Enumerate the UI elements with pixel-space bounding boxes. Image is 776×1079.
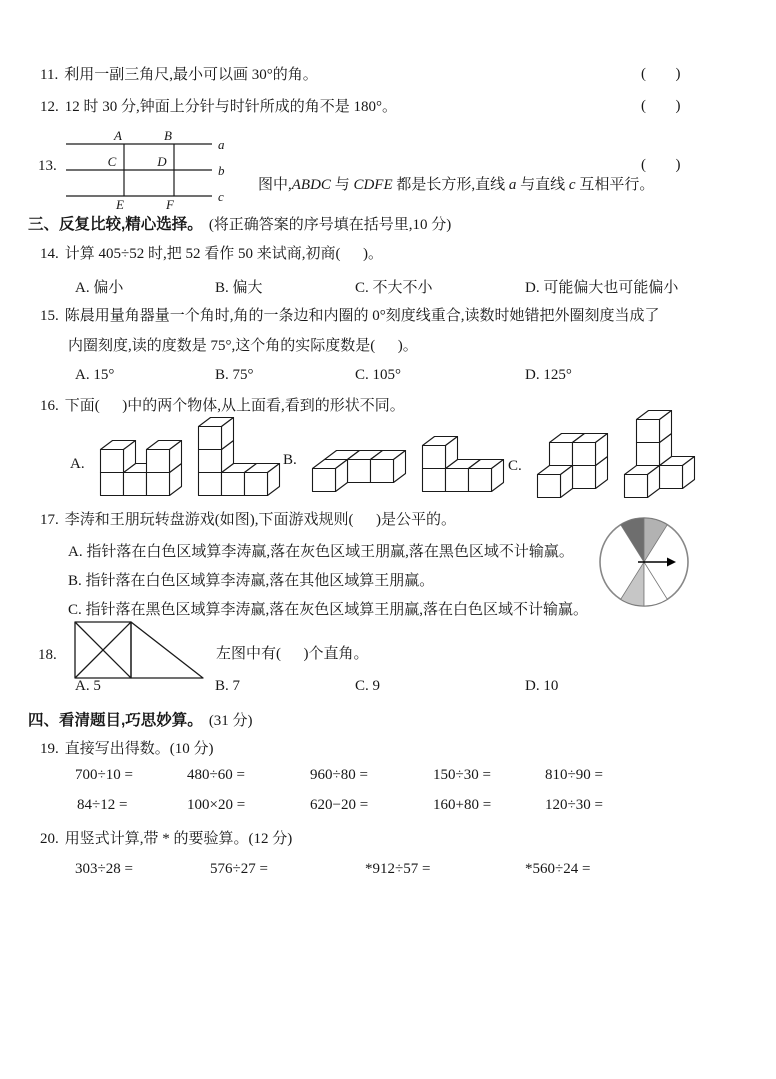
figure-label-D: D	[157, 154, 167, 169]
question-13-answer-blank: ( )	[641, 157, 682, 173]
q14-option-d: D. 可能偏大也可能偏小	[525, 280, 679, 296]
q15-option-a: A. 15°	[75, 367, 115, 383]
q19-item-8: 620−20 =	[310, 797, 369, 813]
q15-option-b: B. 75°	[215, 367, 254, 383]
q16-group-a-cube-figures	[99, 416, 281, 497]
q17-option-b: B. 指针落在白色区域算李涛赢,落在其他区域算王朋赢。	[68, 573, 435, 589]
question-14-number: 14.	[40, 246, 59, 262]
question-19-number: 19.	[40, 741, 59, 757]
question-15	[40, 307, 660, 326]
question-15-text-line2: 内圈刻度,读的度数是 75°,这个角的实际度数是( )。	[68, 338, 418, 354]
q18-option-d: D. 10	[525, 678, 559, 694]
figure-label-line-a: a	[218, 137, 225, 152]
question-18-right-angles-figure	[73, 620, 209, 684]
question-14-text: 计算 405÷52 时,把 52 看作 50 来试商,初商( )。	[64, 246, 383, 262]
q16-group-a-label: A.	[70, 456, 85, 472]
figure-label-A: A	[114, 128, 122, 143]
question-12-text: 12 时 30 分,钟面上分针与时针所成的角不是 180°。	[64, 99, 398, 115]
q20-item-3: *912÷57 =	[365, 861, 431, 877]
question-11-number: 11.	[40, 67, 59, 83]
q13-var-ABDC: ABDC	[291, 176, 331, 193]
q19-item-2: 480÷60 =	[187, 767, 245, 783]
q13-text-pre: 图中,	[258, 176, 292, 193]
figure-label-B: B	[164, 128, 172, 143]
question-16-number: 16.	[40, 398, 59, 414]
question-13-text	[243, 157, 654, 213]
q19-item-9: 160+80 =	[433, 797, 492, 813]
question-11-answer-blank: ( )	[641, 66, 682, 82]
section-3-header	[28, 212, 451, 234]
question-13-number: 13.	[38, 158, 57, 174]
q13-text-mid1: 与	[330, 176, 354, 193]
q19-item-6: 84÷12 =	[77, 797, 128, 813]
q16-figure-group-c	[508, 409, 696, 499]
q16-group-b-cube-figures	[311, 435, 505, 493]
question-20-text: 用竖式计算,带 * 的要验算。(12 分)	[64, 831, 293, 847]
q16-figure-group-b	[283, 435, 505, 493]
question-16	[40, 397, 405, 416]
q19-item-3: 960÷80 =	[310, 767, 368, 783]
q17-option-c: C. 指针落在黑色区域算李涛赢,落在灰色区域算王朋赢,落在白色区域不计输赢。	[68, 602, 589, 618]
q14-option-a: A. 偏小	[75, 280, 124, 296]
q13-text-mid2: 都是长方形,直线	[392, 176, 509, 193]
question-15-text-line1: 陈晨用量角器量一个角时,角的一条边和内圈的 0°刻度线重合,读数时她错把外圈刻度当成了	[64, 308, 660, 324]
figure-label-line-b: b	[218, 163, 225, 178]
q19-item-4: 150÷30 =	[433, 767, 491, 783]
question-19	[40, 740, 214, 759]
question-18-text: 左图中有( )个直角。	[216, 646, 369, 662]
question-11-text: 利用一副三角尺,最小可以画 30°的角。	[64, 67, 318, 83]
q20-item-4: *560÷24 =	[525, 861, 591, 877]
section-3-title: 三、反复比较,精心选择。	[28, 216, 203, 233]
q20-item-1: 303÷28 =	[75, 861, 133, 877]
question-12	[40, 98, 397, 117]
q17-option-a: A. 指针落在白色区域算李涛赢,落在灰色区域王朋赢,落在黑色区域不计输赢。	[68, 544, 574, 560]
question-19-text: 直接写出得数。(10 分)	[64, 741, 214, 757]
section-4-title: 四、看清题目,巧思妙算。	[28, 712, 203, 729]
q16-group-c-label: C.	[508, 458, 522, 474]
question-17-text: 李涛和王朋玩转盘游戏(如图),下面游戏规则( )是公平的。	[64, 512, 456, 528]
q19-item-7: 100×20 =	[187, 797, 246, 813]
question-20-number: 20.	[40, 831, 59, 847]
q19-item-1: 700÷10 =	[75, 767, 133, 783]
q13-var-CDFE: CDFE	[353, 176, 393, 193]
q15-option-c: C. 105°	[355, 367, 402, 383]
q13-var-a: a	[508, 176, 517, 193]
q19-item-10: 120÷30 =	[545, 797, 603, 813]
q19-item-5: 810÷90 =	[545, 767, 603, 783]
figure-label-E: E	[116, 197, 124, 212]
q20-item-2: 576÷27 =	[210, 861, 268, 877]
q16-figure-group-a	[70, 416, 281, 497]
q18-option-c: C. 9	[355, 678, 381, 694]
q15-option-d: D. 125°	[525, 367, 572, 383]
question-11	[40, 66, 318, 85]
q16-group-b-label: B.	[283, 452, 297, 468]
question-17	[40, 511, 456, 530]
q13-var-c: c	[568, 176, 576, 193]
question-14	[40, 245, 383, 264]
question-12-answer-blank: ( )	[641, 98, 682, 114]
question-13-parallel-lines-figure	[60, 128, 240, 212]
q18-option-b: B. 7	[215, 678, 241, 694]
q14-option-b: B. 偏大	[215, 280, 263, 296]
q13-text-mid3: 与直线	[516, 176, 569, 193]
question-12-number: 12.	[40, 99, 59, 115]
q17-spinner-figure	[598, 516, 690, 608]
question-18-number: 18.	[38, 647, 57, 663]
figure-label-line-c: c	[218, 189, 224, 204]
question-20	[40, 830, 292, 849]
figure-label-C: C	[107, 154, 117, 169]
q13-text-post: 互相平行。	[575, 176, 655, 193]
q14-option-c: C. 不大不小	[355, 280, 433, 296]
section-3-note: (将正确答案的序号填在括号里,10 分)	[208, 217, 452, 233]
section-4-note: (31 分)	[208, 713, 253, 729]
q16-group-c-cube-figures	[536, 409, 696, 499]
question-17-number: 17.	[40, 512, 59, 528]
section-4-header	[28, 708, 253, 730]
question-15-number: 15.	[40, 308, 59, 324]
figure-label-F: F	[166, 197, 174, 212]
question-16-text: 下面( )中的两个物体,从上面看,看到的形状不同。	[64, 398, 405, 414]
q18-option-a: A. 5	[75, 678, 101, 694]
